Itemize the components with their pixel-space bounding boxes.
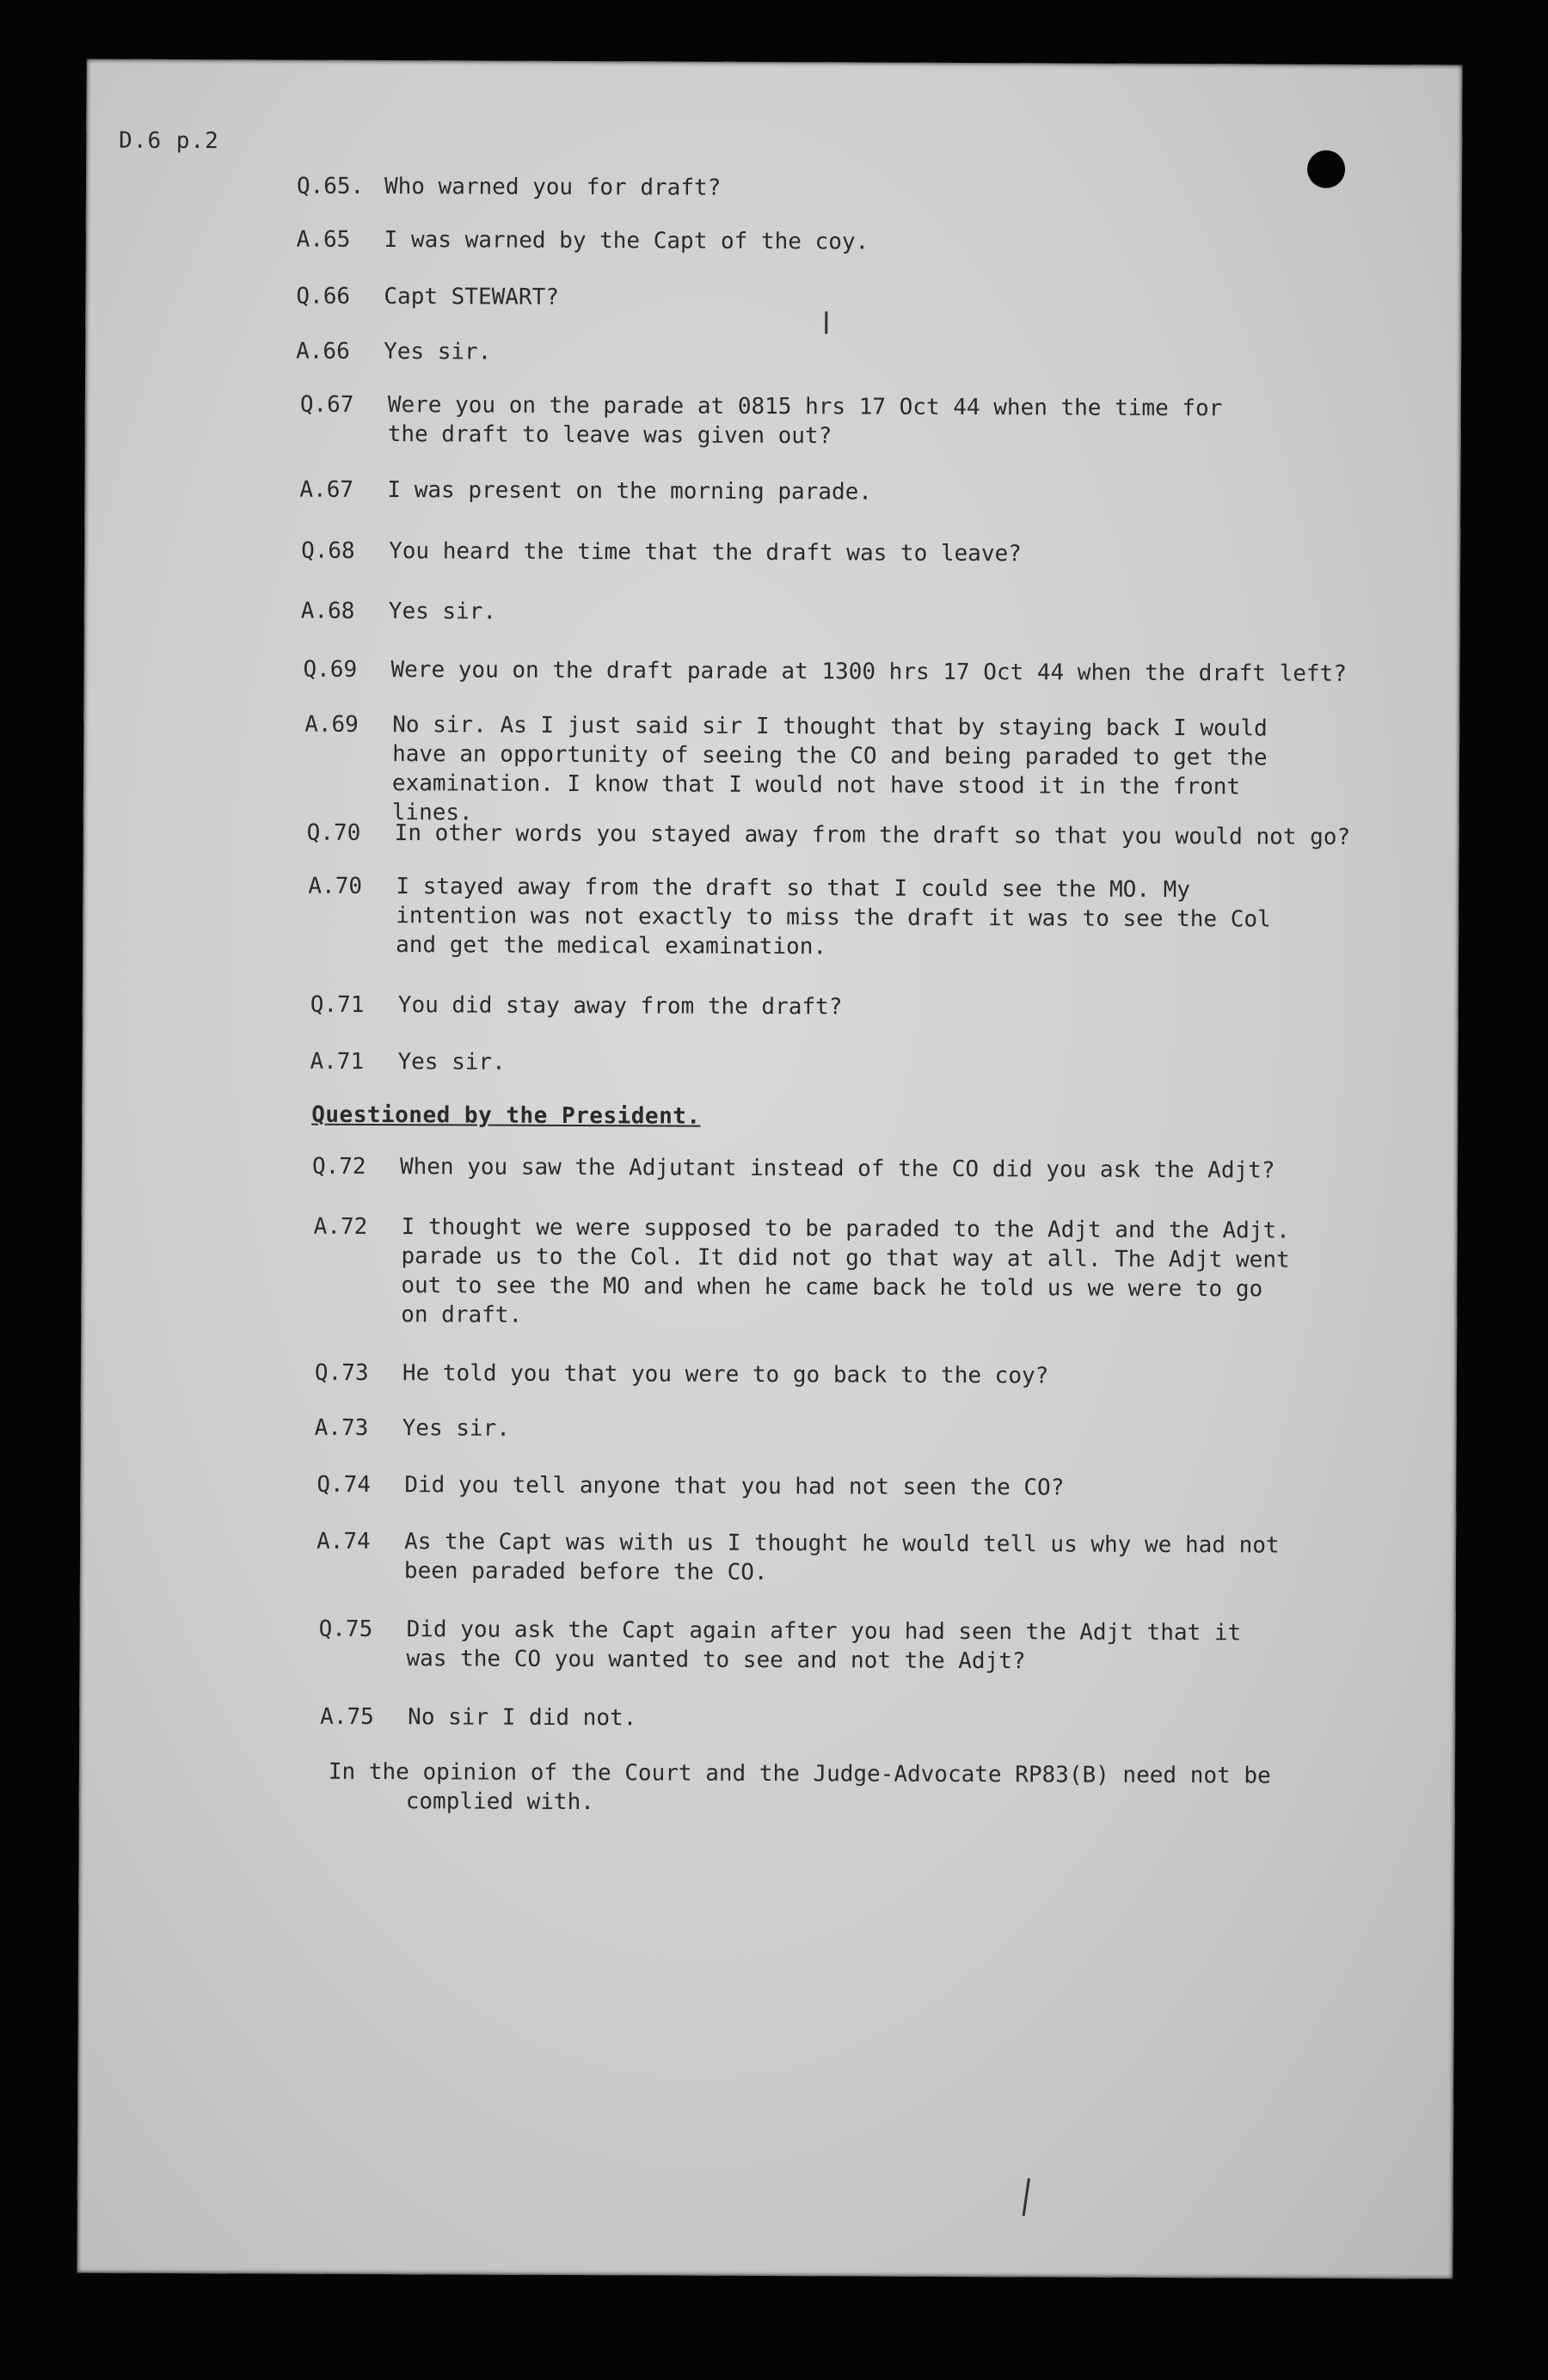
entry-label: Q.72 [311, 1153, 366, 1180]
closing-note-line1: In the opinion of the Court and the Judge-Advocate RP83(B) need not be [328, 1758, 1271, 1789]
entry-label: A.68 [300, 598, 355, 624]
entry-text: Yes sir. [397, 1049, 506, 1076]
document-page [77, 59, 1462, 2279]
entry-label: A.71 [310, 1048, 365, 1075]
entry-text: No sir. As I just said sir I thought that by staying back I would have an opportunity of seeing the CO and being paraded to get the examination. I know that I would not have stood it in the front lines. [391, 712, 1268, 826]
entry-label: Q.73 [314, 1359, 369, 1386]
pencil-mark [825, 311, 827, 334]
entry-label: Q.65. [296, 173, 365, 199]
entry-a72 [313, 1212, 1294, 1334]
entry-text: You did stay away from the draft? [397, 992, 843, 1021]
entry-label: Q.68 [301, 537, 355, 564]
entry-q68 [301, 537, 1385, 570]
entry-q70 [307, 819, 1442, 853]
entry-q66 [296, 282, 1379, 316]
entry-label: A.70 [308, 873, 363, 899]
entry-a75 [320, 1702, 1404, 1736]
entry-q65 [297, 172, 1380, 205]
entry-label: A.65 [296, 226, 351, 253]
entry-text: Who warned you for draft? [384, 174, 722, 201]
entry-a71 [310, 1047, 1393, 1081]
entry-q71 [310, 991, 1394, 1024]
entry-text: As the Capt was with us I thought he would tell us why we had not been paraded before the CO. [403, 1529, 1280, 1586]
entry-text: I was warned by the Capt of the coy. [384, 227, 869, 255]
entry-a69 [304, 710, 1286, 831]
entry-text: You heard the time that the draft was to leave? [389, 538, 1022, 567]
entry-a74 [316, 1527, 1314, 1590]
entry-label: Q.75 [318, 1616, 373, 1642]
entry-label: A.66 [296, 338, 350, 365]
entry-text: I stayed away from the draft so that I could see the MO. My intention was not exactly to miss the draft it was to see the Col and get the medical examination. [396, 874, 1271, 960]
entry-a65 [297, 225, 1380, 259]
entry-label: A.75 [320, 1703, 374, 1730]
entry-label: Q.69 [303, 656, 358, 683]
closing-note [329, 1757, 1292, 1820]
entry-text: Yes sir. [402, 1415, 510, 1442]
entry-label: Q.67 [299, 391, 354, 418]
entry-a67 [299, 475, 1383, 509]
entry-text: Did you tell anyone that you had not seen the CO? [404, 1472, 1065, 1501]
entry-label: A.72 [313, 1213, 368, 1240]
section-heading: Questioned by the President. [311, 1101, 701, 1130]
entry-text: Were you on the parade at 0815 hrs 17 Oct 44 when the time for the draft to leave was given out? [387, 392, 1223, 450]
entry-label: A.67 [299, 476, 354, 503]
entry-label: A.74 [316, 1528, 371, 1555]
entry-q67 [300, 390, 1246, 453]
entry-a68 [301, 597, 1385, 630]
entry-q75 [318, 1615, 1281, 1678]
entry-text: I was present on the morning parade. [387, 477, 873, 506]
entry-q74 [316, 1470, 1400, 1504]
entry-text: Yes sir. [384, 339, 492, 365]
page-reference: D.6 p.2 [119, 127, 219, 155]
entry-a73 [315, 1414, 1398, 1447]
entry-label: A.69 [304, 711, 359, 738]
entry-label: Q.74 [316, 1471, 372, 1498]
entry-text: Did you ask the Capt again after you had seen the Adjt that it was the CO you wanted to see and not the Adjt? [406, 1616, 1242, 1675]
entry-text: Capt STEWART? [384, 284, 559, 310]
entry-q72 [312, 1152, 1413, 1187]
entry-label: Q.70 [306, 819, 361, 846]
entry-text: No sir I did not. [408, 1704, 637, 1732]
entry-q73 [315, 1359, 1398, 1392]
entry-a70 [308, 872, 1305, 964]
entry-text: Were you on the draft parade at 1300 hrs 17 Oct 44 when the draft left? [390, 657, 1347, 687]
entry-q69 [303, 655, 1429, 690]
pencil-mark [1023, 2178, 1030, 2216]
entry-text: He told you that you were to go back to the coy? [402, 1360, 1049, 1389]
entry-label: Q.66 [296, 283, 351, 310]
entry-label: A.73 [314, 1414, 369, 1441]
entry-a66 [296, 337, 1379, 371]
closing-note-line2: complied with. [405, 1788, 595, 1816]
entry-label: Q.71 [310, 991, 365, 1018]
entry-text: In other words you stayed away from the draft so that you would not go? [394, 820, 1351, 850]
entry-text: When you saw the Adjutant instead of the CO did you ask the Adjt? [399, 1154, 1275, 1184]
entry-text: Yes sir. [388, 598, 497, 625]
entry-text: I thought we were supposed to be paraded to the Adjt and the Adjt. parade us to the Col. It did not go that way at all. The Adjt went out to see the MO and when he came back he told us we were to go on draft. [401, 1214, 1290, 1328]
